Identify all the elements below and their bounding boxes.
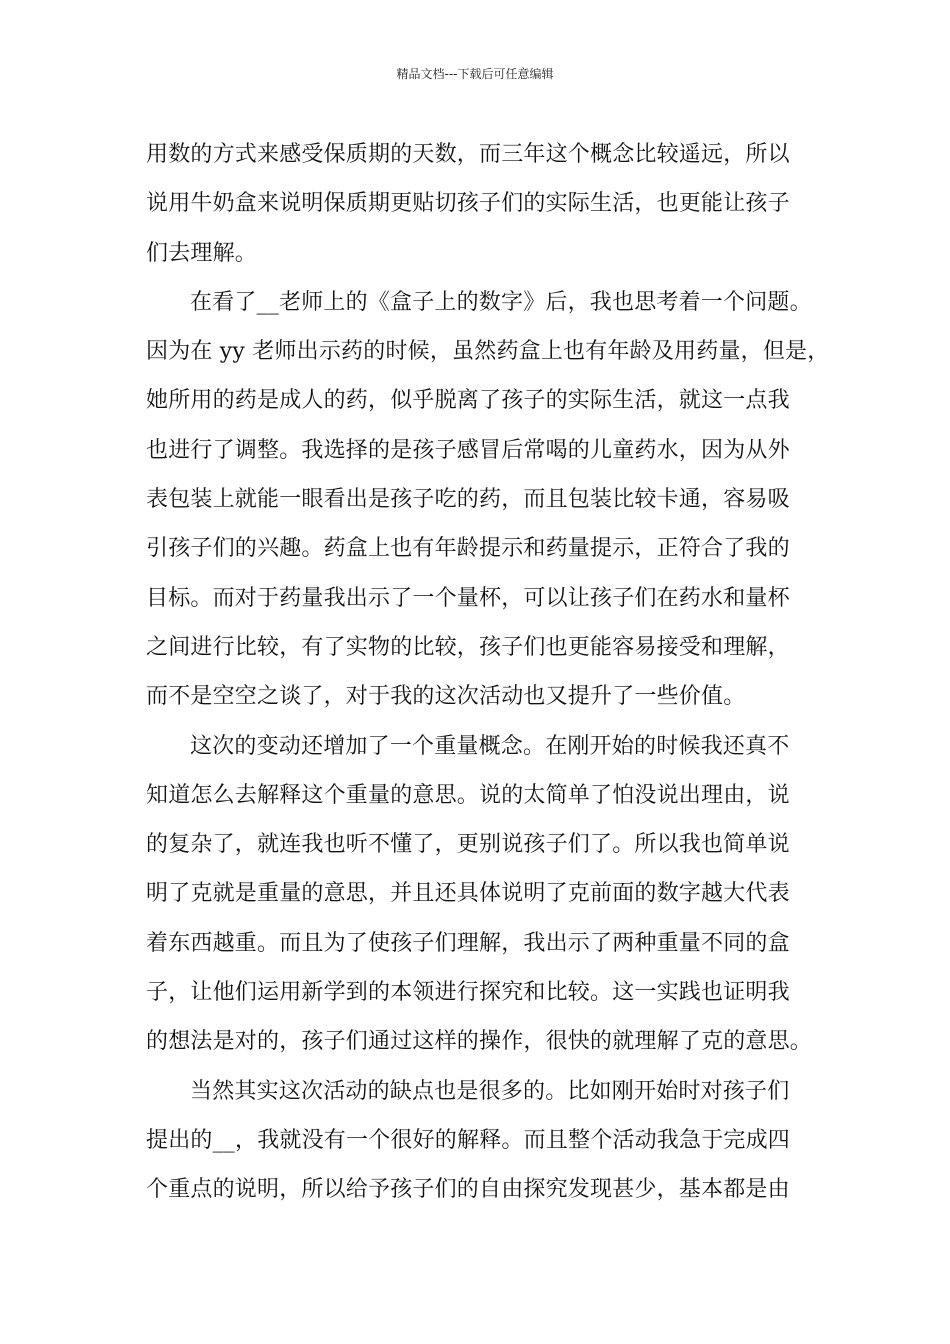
paragraph-first-line: 在看了__老师上的《盒子上的数字》后，我也思考着一个问题。 — [190, 289, 812, 315]
text-line: 引孩子们的兴趣。药盒上也有年龄提示和药量提示，正符合了我的 — [146, 536, 790, 562]
text-line: 的复杂了，就连我也听不懂了，更别说孩子们了。所以我也简单说 — [146, 832, 790, 858]
text-line: 说用牛奶盒来说明保质期更贴切孩子们的实际生活，也更能让孩子 — [146, 191, 790, 217]
text-line: 表包装上就能一眼看出是孩子吃的药，而且包装比较卡通，容易吸 — [146, 487, 790, 513]
text-line: 之间进行比较，有了实物的比较，孩子们也更能容易接受和理解， — [146, 634, 790, 660]
text-line: 目标。而对于药量我出示了一个量杯，可以让孩子们在药水和量杯 — [146, 585, 790, 611]
text-line: 提出的__，我就没有一个很好的解释。而且整个活动我急于完成四 — [146, 1127, 791, 1153]
paragraph-first-line: 当然其实这次活动的缺点也是很多的。比如刚开始时对孩子们 — [190, 1078, 790, 1104]
text-line: 因为在 yy 老师出示药的时候，虽然药盒上也有年龄及用药量，但是， — [146, 339, 830, 365]
text-line: 个重点的说明，所以给予孩子们的自由探究发现甚少，基本都是由 — [146, 1177, 790, 1203]
text-line: 子，让他们运用新学到的本领进行探究和比较。这一实践也证明我 — [146, 980, 790, 1006]
text-line: 她所用的药是成人的药，似乎脱离了孩子的实际生活，就这一点我 — [146, 388, 790, 414]
text-line: 明了克就是重量的意思，并且还具体说明了克前面的数字越大代表 — [146, 881, 790, 907]
text-line: 着东西越重。而且为了使孩子们理解，我出示了两种重量不同的盒 — [146, 930, 790, 956]
document-body — [146, 130, 830, 1215]
page-header: 精品文档---下载后可任意编辑 — [396, 67, 554, 81]
text-line: 用数的方式来感受保质期的天数，而三年这个概念比较遥远，所以 — [146, 142, 790, 167]
paragraph-first-line: 这次的变动还增加了一个重量概念。在刚开始的时候我还真不 — [190, 733, 790, 759]
text-line: 而不是空空之谈了，对于我的这次活动也又提升了一些价值。 — [146, 684, 746, 710]
text-line: 们去理解。 — [146, 240, 258, 266]
text-line: 的想法是对的，孩子们通过这样的操作，很快的就理解了克的意思。 — [146, 1029, 813, 1055]
text-line: 知道怎么去解释这个重量的意思。说的太简单了怕没说出理由，说 — [146, 782, 790, 808]
text-line: 也进行了调整。我选择的是孩子感冒后常喝的儿童药水，因为从外 — [146, 437, 790, 463]
